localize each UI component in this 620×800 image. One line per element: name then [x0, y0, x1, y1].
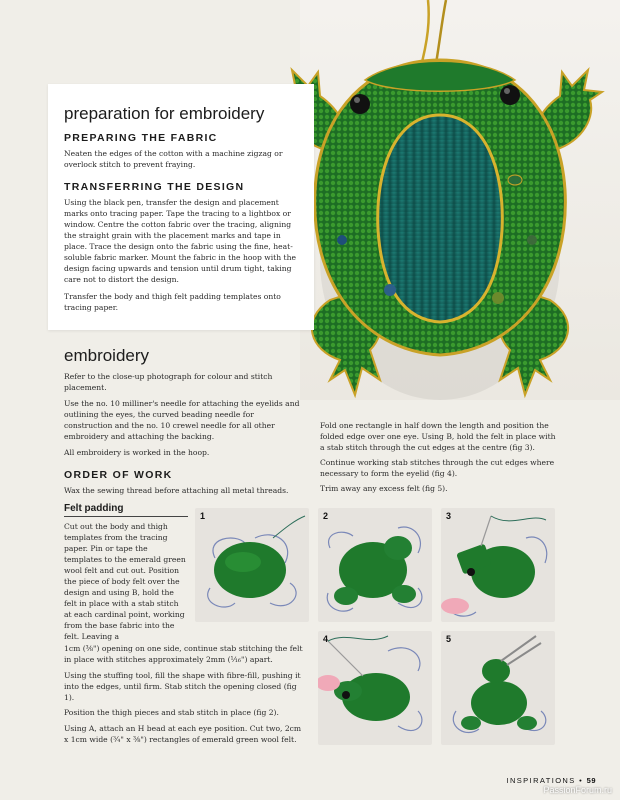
felt-text-column: Cut out the body and thigh templates from the tracing paper. Pin or tape the templates to the emerald green wool felt and cut out. Position the piece of body felt over the design and using B, hold the felt in place with a stab stitch at each cardinal point, working from the base fabric into the felt. Leaving a: [64, 522, 186, 641]
felt-text-eyes: Using A, attach an H bead at each eye position. Cut two, 2cm x 1cm wide (¾" x ³⁄₈") rectangles of emerald green wool felt.: [64, 724, 302, 744]
figure-3: [441, 508, 555, 622]
needles-text: Use the no. 10 milliner's needle for attaching the eyelids and outlining the eyes, the curved beading needle for construction and the no. 10 crewel needle for all other embroidery and attaching the backing.: [64, 399, 300, 441]
embroidery-intro: Refer to the close-up photograph for colour and stitch placement.: [64, 372, 273, 392]
page-number: 59: [586, 776, 596, 785]
felt-text-opening: 1cm (³⁄₈") opening on one side, continue stab stitching the felt in place with stitches approximately 2mm (¹⁄₁₆") apart.: [64, 644, 303, 664]
figure-2-number: 2: [323, 511, 329, 521]
figure-5-number: 5: [446, 634, 452, 644]
figure-1-number: 1: [200, 511, 206, 521]
felt-padding-heading: Felt padding: [64, 503, 124, 514]
eyelid-text: Fold one rectangle in half down the length and position the folded edge over one eye. Using B, hold the felt in place with a stab stitch through the cut edges at the centre (fig 3).: [320, 421, 556, 452]
hoop-text: All embroidery is worked in the hoop.: [64, 448, 210, 457]
design-text: Using the black pen, transfer the design and placement marks onto tracing paper. Tape the tracing to a lightbox or window. Centre the cotton fabric over the tracing, aligning the straight grain with the placement marks and tape in place. Trace the design onto the fabric using the fine, heat-soluble fabric marker. Mount the fabric in the hoop with the design facing upwards and tension until drum tight, taking care not to distort the design.: [64, 198, 296, 284]
felt-heading-rule: [64, 516, 188, 517]
order-heading: ORDER OF WORK: [64, 469, 173, 481]
felt-text-stuffing: Using the stuffing tool, fill the shape with fibre-fill, pushing it into the edges, until firm. Stab stitch the opening closed (fig 1).: [64, 671, 301, 702]
footer-bullet: •: [579, 776, 584, 785]
watermark: PassionForum.ru: [543, 785, 612, 795]
figure-1: [195, 508, 309, 622]
magazine-name: INSPIRATIONS: [506, 776, 576, 785]
fabric-heading: PREPARING THE FABRIC: [64, 132, 218, 144]
design-heading: TRANSFERRING THE DESIGN: [64, 181, 245, 193]
trim-text: Trim away any excess felt (fig 5).: [320, 484, 448, 493]
embroidery-title: embroidery: [64, 346, 150, 365]
felt-text-thigh: Position the thigh pieces and stab stitch in place (fig 2).: [64, 708, 279, 717]
figure-3-number: 3: [446, 511, 452, 521]
page-footer: [506, 776, 596, 785]
design-text-2: Transfer the body and thigh felt padding templates onto tracing paper.: [64, 292, 281, 312]
order-text: Wax the sewing thread before attaching all metal threads.: [64, 486, 289, 495]
frog-embroidery-photo: [270, 0, 620, 410]
figure-5: [441, 631, 555, 745]
figure-4: [318, 631, 432, 745]
figure-2: [318, 508, 432, 622]
eyelid-continue-text: Continue working stab stitches through the cut edges where necessary to form the eyelid (fig 4).: [320, 458, 555, 478]
figure-4-number: 4: [323, 634, 329, 644]
fabric-text: Neaten the edges of the cotton with a machine zigzag or overlock stitch to prevent fraying.: [64, 149, 283, 169]
preparation-title: preparation for embroidery: [64, 104, 265, 123]
